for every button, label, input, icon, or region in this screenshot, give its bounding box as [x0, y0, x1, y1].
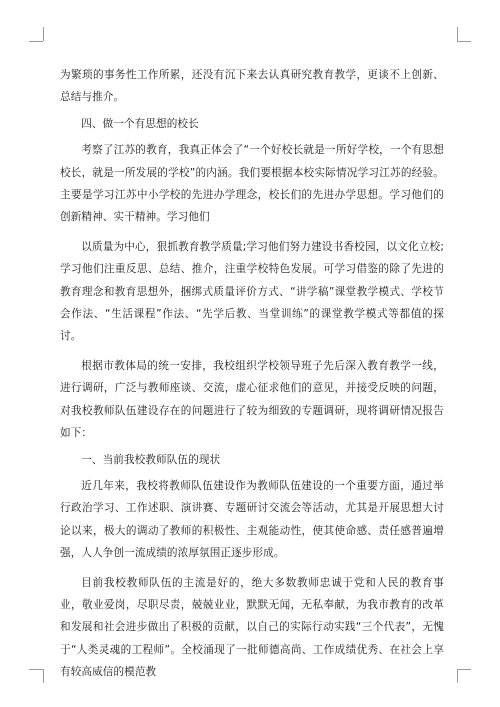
crop-mark-bottom-right-v	[457, 669, 458, 683]
section-heading-4: 四、做一个有思想的校长	[81, 117, 199, 130]
crop-mark-top-left-h	[29, 41, 43, 42]
paragraph: 考察了江苏的教育，我真正体会了“一个好校长就是一所好学校，一个有思想校长，就是一所发展的学校”的内涵。我们要根据本校实际情况学习江苏的经验。主要是学习江苏中小学校的先进办学理念，校长们的先进办学思想。学习他们的创新精神、实干精神。学习他们	[60, 144, 444, 224]
crop-mark-top-right-v	[457, 27, 458, 41]
paragraph-continuation: 为繁琐的事务性工作所累，还没有沉下来去认真研究教育教学，更谈不上创新、总结与推介。	[60, 69, 444, 104]
crop-mark-bottom-left-v	[43, 669, 44, 683]
paragraph: 根据市教体局的统一安排，我校组织学校领导班子先后深入教育教学一线，进行调研，广泛与教师座谈、交流，虚心征求他们的意见，并接受反映的问题，对我校教师队伍建设存在的问题进行了较为细致的专题调研，现将调研情况报告如下：	[60, 359, 444, 440]
paragraph: 近几年来，我校将教师队伍建设作为教师队伍建设的一个重要方面，通过举行政治学习、工作述职、演讲赛、专题研讨交流会等活动，尤其是开展思想大讨论以来，极大的调动了教师的积极性、主观能动性，使其使命感、责任感普遍增强，人人争创一流成绩的浓厚氛围正逐步形成。	[60, 479, 444, 560]
crop-mark-top-right-h	[457, 41, 471, 42]
section-heading-1: 一、当前我校教师队伍的现状	[81, 453, 221, 466]
paragraph: 以质量为中心，狠抓教育教学质量;学习他们努力建设书香校园，以文化立校;学习他们注重反思、总结、推介，注重学校特色发展。可学习借鉴的除了先进的教育理念和教育思想外，捆绑式质量评价方式、“讲学稿”课堂教学模式、学校节会作法、“生活课程”作法、“先学后教、当堂训练”的课堂教学模式等都值的探讨。	[60, 240, 444, 343]
paragraph: 目前我校教师队伍的主流是好的，绝大多数教师忠诚于党和人民的教育事业，敬业爱岗，尽职尽责，兢兢业业，默默无闻，无私奉献，为我市教育的改革和发展和社会进步做出了积极的贡献，以自己的实际行动实践“三个代表”，无愧于“人类灵魂的工程师”。全校涌现了一批师德高尚、工作成绩优秀、在社会上享有较高威信的模范教	[60, 576, 444, 679]
crop-mark-top-left-v	[43, 27, 44, 41]
document-body	[60, 64, 444, 684]
crop-mark-bottom-right-h	[457, 669, 471, 670]
crop-mark-bottom-left-h	[29, 669, 43, 670]
